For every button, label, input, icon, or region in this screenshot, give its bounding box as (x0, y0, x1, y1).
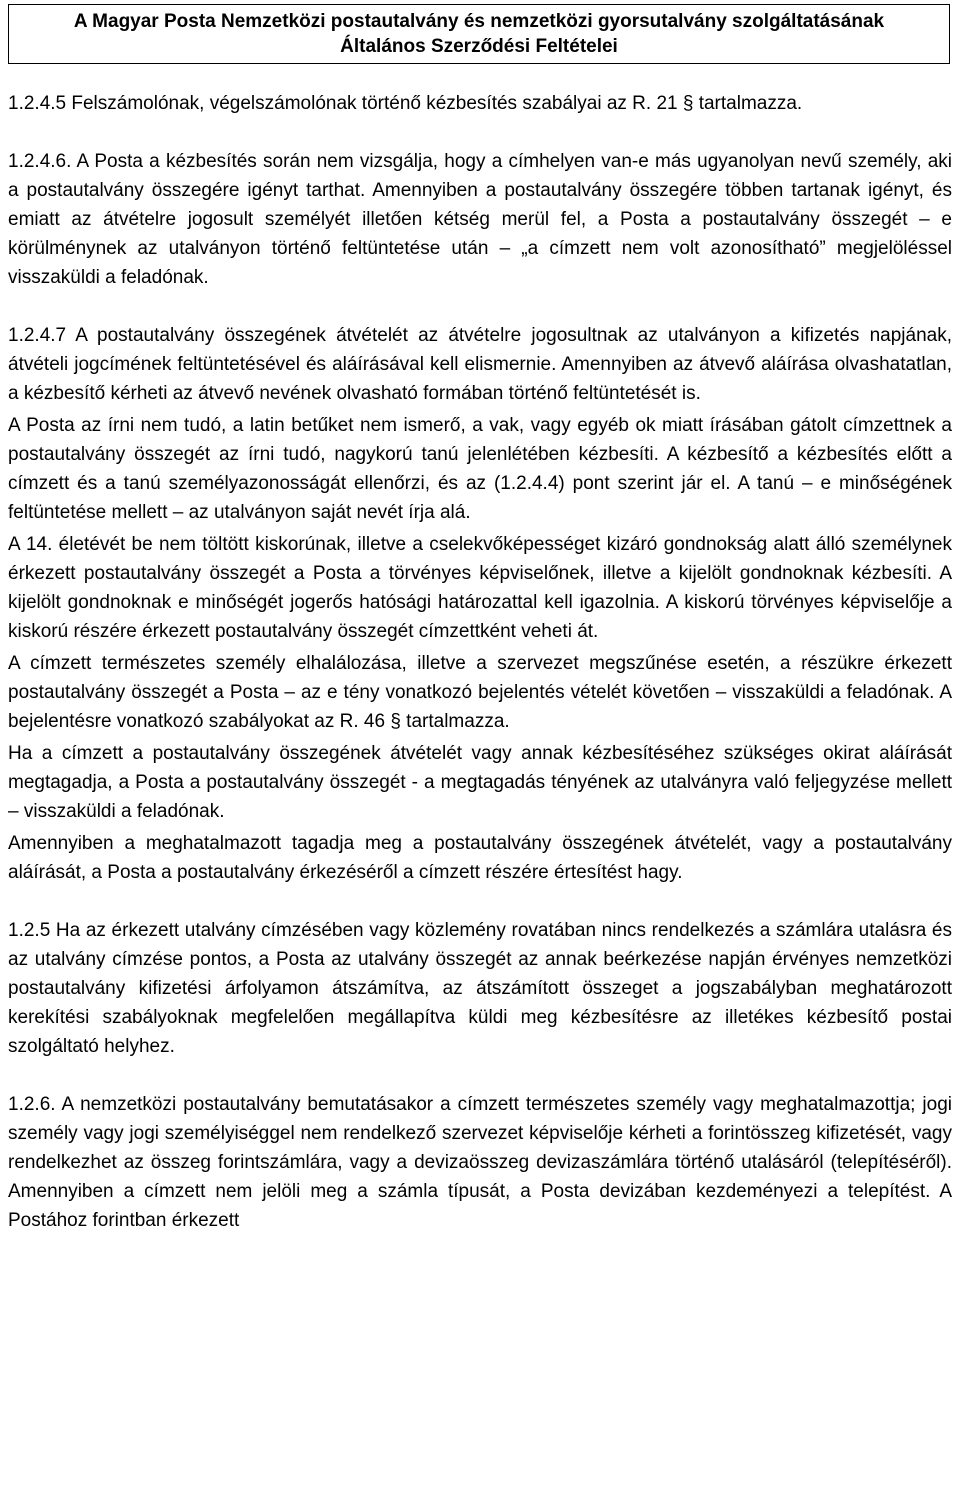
paragraph-1-2-6: 1.2.6. A nemzetközi postautalvány bemutatásakor a címzett természetes személy vagy meghatalmazottja; jogi személy vagy jogi személyiséggel nem rendelkező szervezet képviselője kérheti a forintösszeg kifizetését, vagy rendelkezhet az összeg forintszámlára, vagy a devizaösszeg devizaszámlára történő utalásáról (telepítéséről). Amennyiben a címzett nem jelöli meg a számla típusát, a Posta devizában kezdeményezi a telepítést. A Postához forintban érkezett (8, 1094, 952, 1231)
paragraph-refusal: Ha a címzett a postautalvány összegének átvételét vagy annak kézbesítéséhez szükséges okirat aláírását megtagadja, a Posta a postautalvány összegét - a megtagadás tényének az utalványra való feljegyzése mellett – visszaküldi a feladónak. (8, 743, 952, 822)
document-body (8, 89, 952, 1235)
paragraph-gap (8, 118, 952, 147)
document-header (8, 4, 950, 64)
paragraph-deceased-recipient: A címzett természetes személy elhalálozása, illetve a szervezet megszűnése esetén, a részükre érkezett postautalvány összegét a Posta – az e tény vonatkozó bejelentés vételét követően – visszaküldi a feladónak. A bejelentésre vonatkozó szabályokat az R. 46 § tartalmazza. (8, 653, 952, 732)
paragraph-1-2-4-6: 1.2.4.6. A Posta a kézbesítés során nem vizsgálja, hogy a címhelyen van-e más ugyanolyan nevű személy, aki a postautalvány összegére igényt tarthat. Amennyiben a postautalvány összegére többen tartanak igényt, és emiatt az átvételre jogosult személyét illetően kétség merül fel, a Posta a postautalvány összegét – e körülménynek az utalványon történő feltüntetése után – „a címzett nem volt azonosítható” megjelöléssel visszaküldi a feladónak. (8, 151, 952, 288)
paragraph-1-2-4-7: 1.2.4.7 A postautalvány összegének átvételét az átvételre jogosultnak az utalványon a kifizetés napjának, átvételi jogcímének feltüntetésével és aláírásával kell elismernie. Amennyiben az átvevő aláírása olvashatatlan, a kézbesítő kérheti az átvevő nevének olvasható formában történő feltüntetését is. (8, 325, 952, 404)
paragraph-1-2-4-5: 1.2.4.5 Felszámolónak, végelszámolónak történő kézbesítés szabályai az R. 21 § tartalmazza. (8, 93, 803, 114)
paragraph-1-2-5: 1.2.5 Ha az érkezett utalvány címzésében vagy közlemény rovatában nincs rendelkezés a számlára utalásra és az utalvány címzése pontos, a Posta az utalvány összegét az annak beérkezése napján érvényes nemzetközi postautalvány kifizetési árfolyamon átszámítva, az átszámított összeget a jogszabályban meghatározott kerekítési szabályoknak megfelelően megállapítva küldi meg kézbesítésre az illetékes kézbesítő postai szolgáltató helyhez. (8, 920, 952, 1057)
paragraph-illiterate-recipient: A Posta az írni nem tudó, a latin betűket nem ismerő, a vak, vagy egyéb ok miatt írásában gátolt címzettnek a postautalvány összegét az írni tudó, nagykorú tanú jelenlétében kézbesíti. A kézbesítő a kézbesítés előtt a címzett és a tanú személyazonosságát ellenőrzi, és az (1.2.4.4) pont szerint jár el. A tanú – e minőségének feltüntetése mellett – az utalványon saját nevét írja alá. (8, 415, 952, 523)
paragraph-proxy-refusal: Amennyiben a meghatalmazott tagadja meg a postautalvány összegének átvételét, vagy a postautalvány aláírását, a Posta a postautalvány érkezéséről a címzett részére értesítést hagy. (8, 833, 952, 883)
header-title-line-1: A Magyar Posta Nemzetközi postautalvány és nemzetközi gyorsutalvány szolgáltatásának (73, 11, 885, 32)
paragraph-minor-recipient: A 14. életévét be nem töltött kiskorúnak, illetve a cselekvőképességet kizáró gondnokság alatt álló személynek érkezett postautalvány összegét a Posta a törvényes képviselőnek, illetve a kijelölt gondnoknak kézbesíti. A kijelölt gondnoknak e minőségét jogerős hatósági határozattal kell igazolnia. A kiskorú törvényes képviselője a kiskorú részére érkezett postautalvány összegét címzettként veheti át. (8, 534, 952, 642)
paragraph-gap (8, 887, 952, 916)
paragraph-gap (8, 1061, 952, 1090)
paragraph-gap (8, 292, 952, 321)
header-title-line-2: Általános Szerződési Feltételei (340, 36, 618, 57)
